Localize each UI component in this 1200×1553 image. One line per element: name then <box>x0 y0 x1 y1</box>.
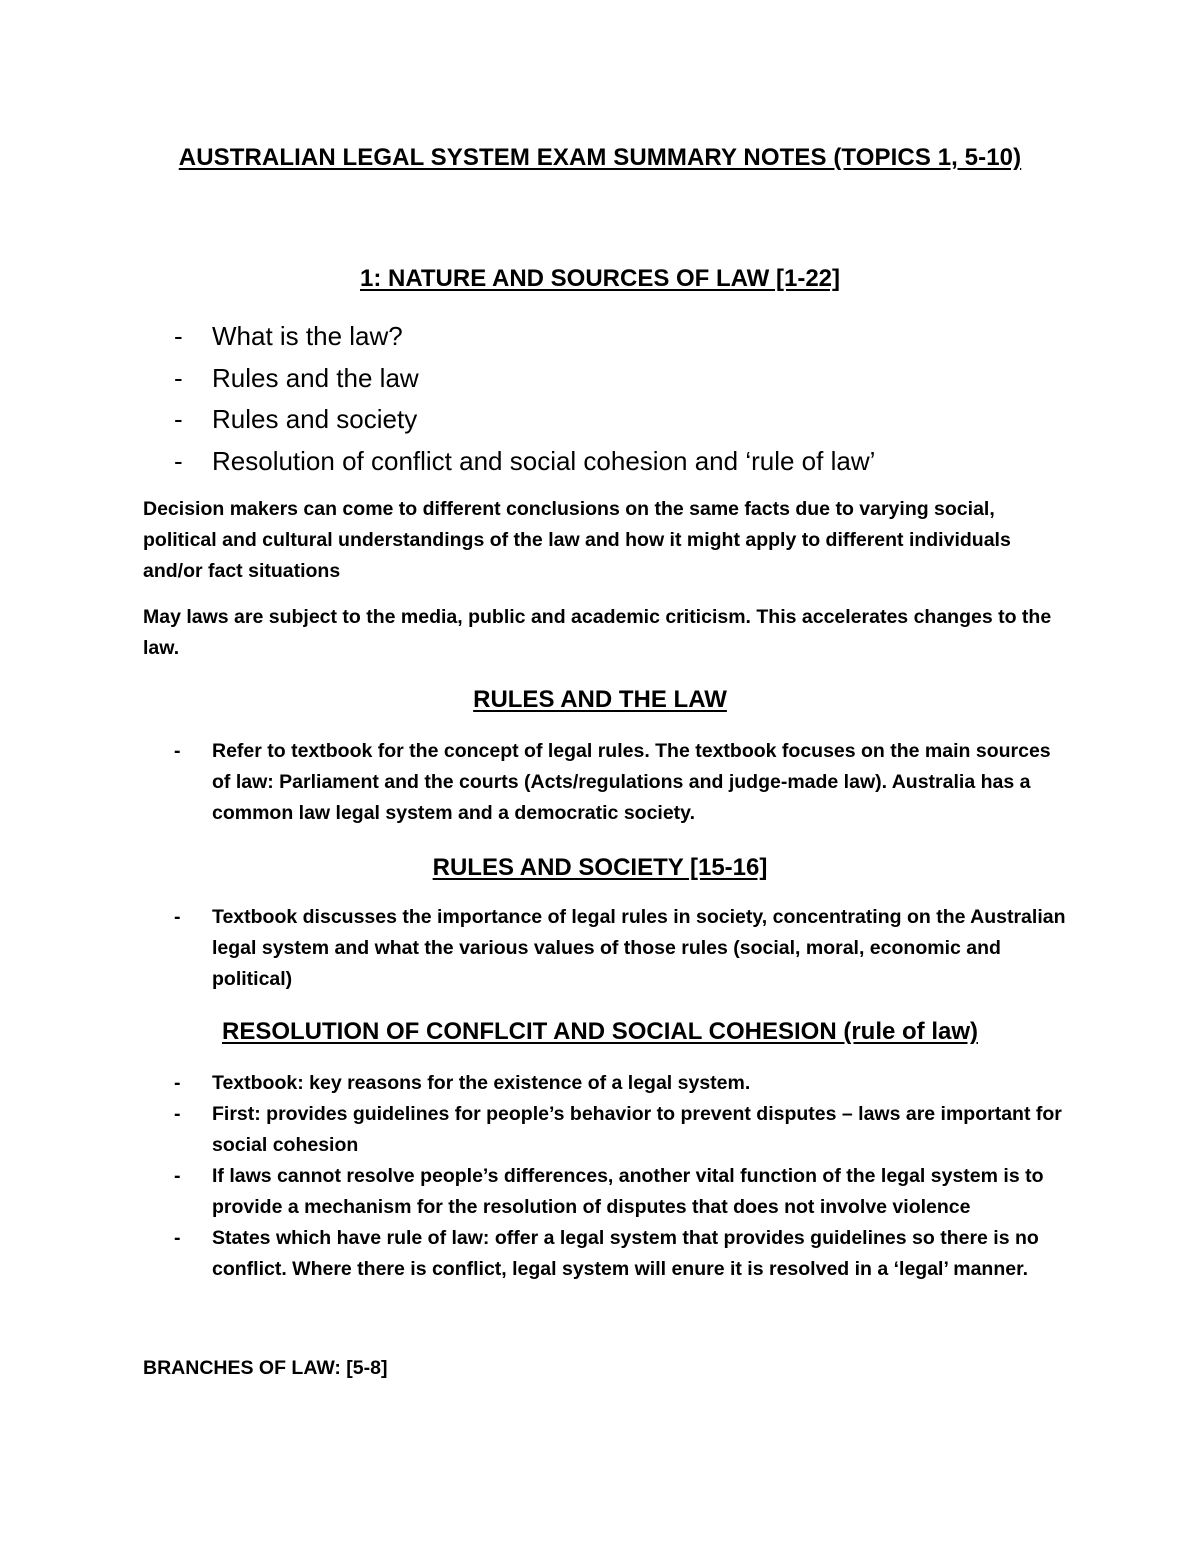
list-item-text: What is the law? <box>212 321 403 351</box>
dash-bullet: - <box>174 1227 181 1249</box>
list-item-text: Refer to textbook for the concept of legal rules. The textbook focuses on the main sources of law: Parliament and the courts (Acts/regulations and judge-made law). Australia has a common law legal system and a democratic society. <box>212 740 1051 824</box>
list-item <box>172 736 1072 829</box>
dash-bullet: - <box>174 321 183 351</box>
rules-and-society-list <box>172 902 1072 995</box>
list-item-text: Textbook discusses the importance of legal rules in society, concentrating on the Australian legal system and what the various values of those rules (social, moral, economic and political) <box>212 906 1066 990</box>
list-item-text: States which have rule of law: offer a legal system that provides guidelines so there is no conflict. Where there is conflict, legal system will enure it is resolved in a ‘legal’ manner. <box>212 1227 1039 1280</box>
list-item <box>172 1161 1072 1223</box>
dash-bullet: - <box>174 362 183 393</box>
document-title: AUSTRALIAN LEGAL SYSTEM EXAM SUMMARY NOTES (TOPICS 1, 5-10) <box>178 144 1022 171</box>
list-item-text: Rules and the law <box>212 362 419 393</box>
dash-bullet: - <box>174 445 183 476</box>
heading-resolution-of-conflict: RESOLUTION OF CONFLCIT AND SOCIAL COHESION (rule of law) <box>221 1018 978 1045</box>
heading-rules-and-the-law: RULES AND THE LAW <box>473 686 727 713</box>
paragraph-decision-makers: Decision makers can come to different conclusions on the same facts due to varying social, political and cultural understandings of the law and how it might apply to different individuals and/or fact situations <box>143 498 1011 582</box>
dash-bullet: - <box>174 1072 181 1094</box>
list-item <box>172 1099 1072 1161</box>
rules-and-law-list <box>172 736 1072 829</box>
list-item <box>172 902 1072 995</box>
dash-bullet: - <box>174 404 183 434</box>
paragraph-criticism: May laws are subject to the media, public and academic criticism. This accelerates changes to the law. <box>143 606 1052 659</box>
section-title-nature-sources: 1: NATURE AND SOURCES OF LAW [1-22] <box>359 265 841 292</box>
list-item-text: First: provides guidelines for people’s behavior to prevent disputes – laws are important for social cohesion <box>212 1103 1062 1156</box>
list-item <box>172 1223 1072 1285</box>
heading-rules-and-society: RULES AND SOCIETY [15-16] <box>432 854 768 881</box>
dash-bullet: - <box>174 1165 181 1187</box>
list-item-text: Rules and society <box>212 404 418 434</box>
dash-bullet: - <box>174 906 181 928</box>
list-item <box>172 399 1072 441</box>
list-item <box>172 316 1072 358</box>
list-item-text: Resolution of conflict and social cohesion and ‘rule of law’ <box>212 445 876 476</box>
list-item <box>172 441 1072 483</box>
list-item-text: Textbook: key reasons for the existence of a legal system. <box>212 1072 751 1094</box>
branches-of-law-label: BRANCHES OF LAW: [5-8] <box>143 1357 388 1379</box>
dash-bullet: - <box>174 740 181 762</box>
topic-list <box>172 316 1072 482</box>
list-item <box>172 358 1072 400</box>
list-item-text: If laws cannot resolve people’s differences, another vital function of the legal system is to provide a mechanism for the resolution of disputes that does not involve violence <box>212 1165 1044 1218</box>
dash-bullet: - <box>174 1103 181 1125</box>
list-item <box>172 1068 1072 1099</box>
resolution-list <box>172 1068 1072 1285</box>
